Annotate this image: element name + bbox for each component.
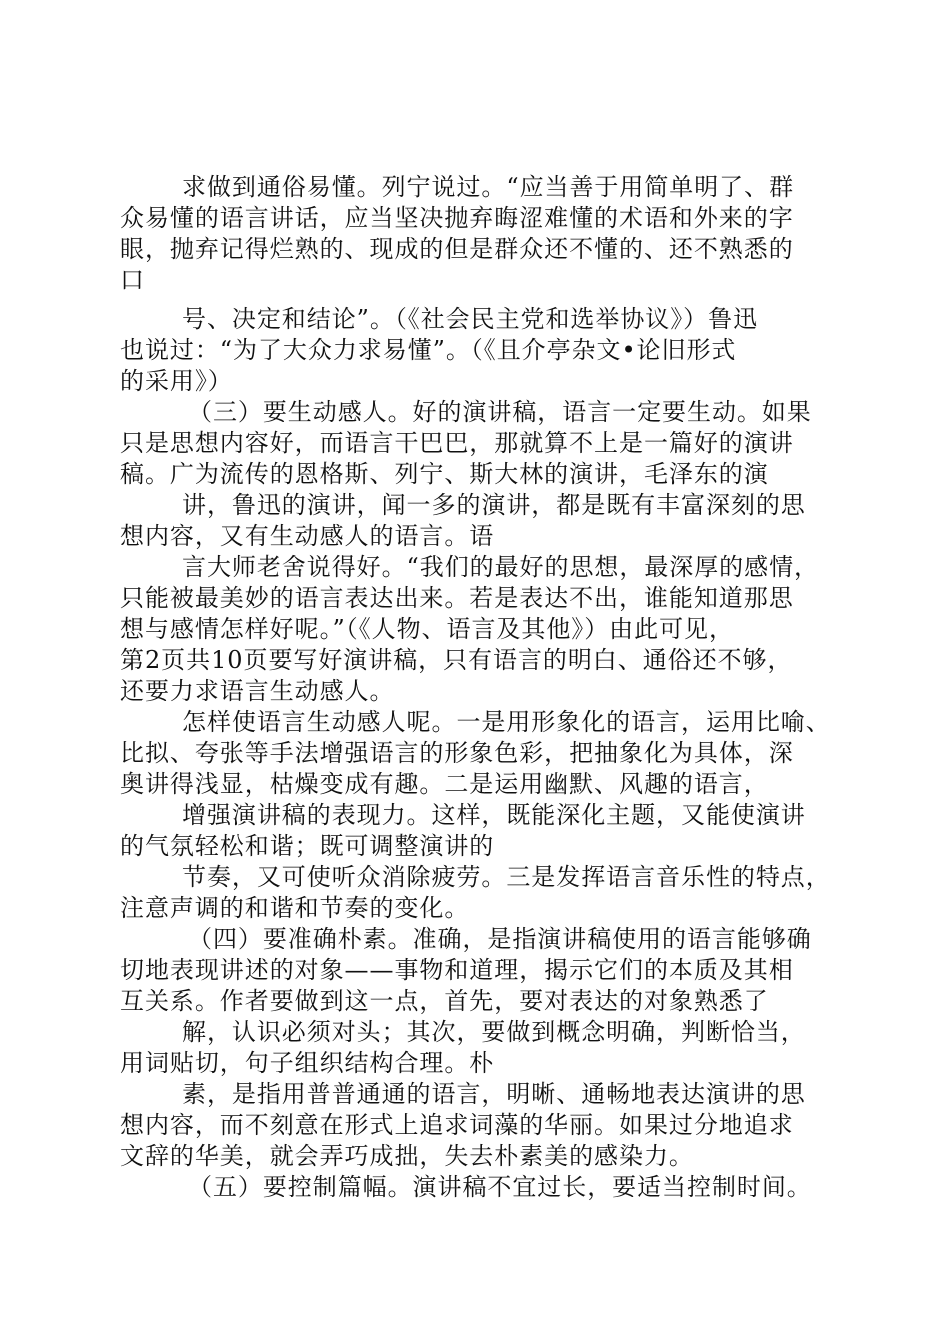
text-line: 言大师老舍说得好。“我们的最好的思想，最深厚的感情，: [182, 553, 819, 581]
text-line: （四）要准确朴素。准确，是指演讲稿使用的语言能够确: [188, 925, 812, 953]
text-line: 还要力求语言生动感人。: [120, 677, 395, 705]
text-line: 互关系。作者要做到这一点，首先，要对表达的对象熟悉了: [120, 987, 769, 1015]
text-line: 想内容，而不刻意在形式上追求词藻的华丽。如果过分地追求: [120, 1111, 794, 1139]
text-line: 切地表现讲述的对象——事物和道理，揭示它们的本质及其相: [120, 956, 794, 984]
text-line: 也说过：“为了大众力求易懂”。（《且介亭杂文•论旧形式: [120, 336, 737, 364]
text-line: 节奏，又可使听众消除疲劳。三是发挥语言音乐性的特点，: [182, 863, 831, 891]
text-line: 只是思想内容好，而语言干巴巴，那就算不上是一篇好的演讲: [120, 429, 794, 457]
text-line: 眼，抛弃记得烂熟的、现成的但是群众还不懂的、还不熟悉的: [120, 235, 794, 263]
text-line: 口: [120, 266, 145, 294]
text-line: 素，是指用普普通通的语言，明晰、通畅地表达演讲的思: [182, 1080, 806, 1108]
text-line: 想内容，又有生动感人的语言。语: [120, 522, 495, 550]
document-body: [120, 172, 835, 1203]
text-line: 求做到通俗易懂。列宁说过。“应当善于用简单明了、群: [182, 173, 795, 201]
text-line: （三）要生动感人。好的演讲稿，语言一定要生动。如果: [188, 398, 812, 426]
text-line: 只能被最美妙的语言表达出来。若是表达不出，谁能知道那思: [120, 584, 794, 612]
text-line: 稿。广为流传的恩格斯、列宁、斯大林的演讲，毛泽东的演: [120, 460, 769, 488]
text-line: 想与感情怎样好呢。”（《人物、语言及其他》）由此可见，: [120, 615, 734, 643]
text-line: 讲，鲁迅的演讲，闻一多的演讲，都是既有丰富深刻的思: [182, 491, 806, 519]
text-line: 怎样使语言生动感人呢。一是用形象化的语言，运用比喻、: [182, 708, 831, 736]
text-line: 号、决定和结论”。（《社会民主党和选举协议》）鲁迅: [182, 305, 759, 333]
text-line: 的采用》）: [120, 367, 233, 395]
text-line: 用词贴切，句子组织结构合理。朴: [120, 1049, 495, 1077]
text-line: 众易懂的语言讲话，应当坚决抛弃晦涩难懂的术语和外来的字: [120, 204, 794, 232]
text-line: 增强演讲稿的表现力。这样，既能深化主题，又能使演讲: [182, 801, 806, 829]
text-line: 注意声调的和谐和节奏的变化。: [120, 894, 470, 922]
text-line: 的气氛轻松和谐；既可调整演讲的: [120, 832, 495, 860]
text-line: 第2页共10页要写好演讲稿，只有语言的明白、通俗还不够，: [120, 646, 793, 674]
text-line: 文辞的华美，就会弄巧成拙，失去朴素美的感染力。: [120, 1142, 694, 1170]
text-line: 比拟、夸张等手法增强语言的形象色彩，把抽象化为具体，深: [120, 739, 794, 767]
text-line: 解，认识必须对头；其次，要做到概念明确，判断恰当，: [182, 1018, 806, 1046]
text-line: （五）要控制篇幅。演讲稿不宜过长，要适当控制时间。: [188, 1173, 812, 1201]
text-line: 奥讲得浅显，枯燥变成有趣。二是运用幽默、风趣的语言，: [120, 770, 769, 798]
